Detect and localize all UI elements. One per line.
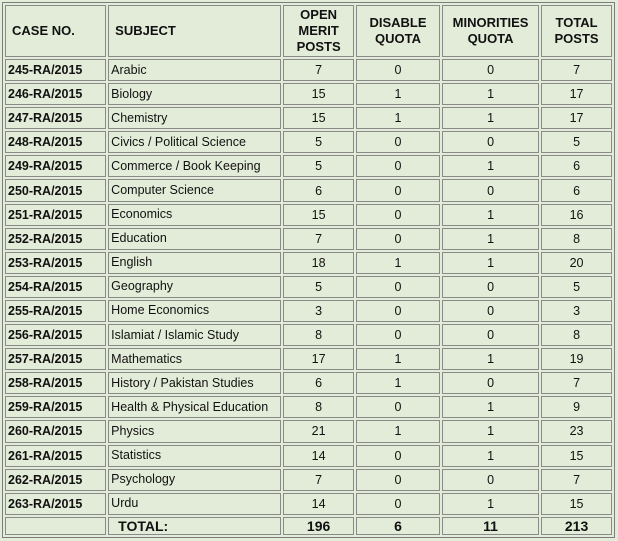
open-merit-cell: 15 — [283, 107, 354, 129]
table-row — [5, 276, 612, 298]
disable-quota-cell: 0 — [356, 469, 440, 491]
minorities-quota-cell: 0 — [442, 59, 539, 81]
minorities-quota-cell: 1 — [442, 107, 539, 129]
posts-table — [2, 2, 615, 538]
case-number-cell: 253-RA/2015 — [5, 252, 106, 274]
open-merit-cell: 18 — [283, 252, 354, 274]
disable-quota-cell: 0 — [356, 155, 440, 177]
subject-cell: Economics — [108, 204, 281, 226]
subject-cell: History / Pakistan Studies — [108, 372, 281, 394]
open-merit-cell: 7 — [283, 59, 354, 81]
case-number-cell: 248-RA/2015 — [5, 131, 106, 153]
total-label: TOTAL: — [108, 517, 281, 535]
disable-quota-cell: 0 — [356, 131, 440, 153]
minorities-quota-cell: 1 — [442, 252, 539, 274]
disable-quota-cell: 0 — [356, 324, 440, 346]
open-merit-cell: 6 — [283, 372, 354, 394]
minorities-quota-cell: 1 — [442, 493, 539, 515]
subject-cell: Statistics — [108, 445, 281, 467]
case-number-cell: 254-RA/2015 — [5, 276, 106, 298]
total-open-merit: 196 — [283, 517, 354, 535]
disable-quota-cell: 0 — [356, 396, 440, 418]
case-number-cell: 258-RA/2015 — [5, 372, 106, 394]
total-posts-cell: 17 — [541, 83, 612, 105]
subject-cell: Islamiat / Islamic Study — [108, 324, 281, 346]
total-case-cell — [5, 517, 106, 535]
table-row — [5, 469, 612, 491]
open-merit-cell: 5 — [283, 131, 354, 153]
case-number-cell: 249-RA/2015 — [5, 155, 106, 177]
header-subject: SUBJECT — [108, 5, 281, 57]
subject-cell: Health & Physical Education — [108, 396, 281, 418]
open-merit-cell: 8 — [283, 324, 354, 346]
disable-quota-cell: 1 — [356, 372, 440, 394]
subject-cell: Mathematics — [108, 348, 281, 370]
minorities-quota-cell: 0 — [442, 300, 539, 322]
table-row — [5, 179, 612, 201]
header-disable-quota: DISABLE QUOTA — [356, 5, 440, 57]
total-posts-cell: 6 — [541, 179, 612, 201]
subject-cell: Physics — [108, 420, 281, 442]
minorities-quota-cell: 1 — [442, 420, 539, 442]
total-posts-cell: 16 — [541, 204, 612, 226]
table-row — [5, 155, 612, 177]
case-number-cell: 247-RA/2015 — [5, 107, 106, 129]
case-number-cell: 256-RA/2015 — [5, 324, 106, 346]
table-row — [5, 107, 612, 129]
table-row — [5, 420, 612, 442]
minorities-quota-cell: 0 — [442, 276, 539, 298]
open-merit-cell: 15 — [283, 83, 354, 105]
table-row — [5, 228, 612, 250]
table-row — [5, 204, 612, 226]
minorities-quota-cell: 1 — [442, 396, 539, 418]
total-posts-cell: 15 — [541, 493, 612, 515]
disable-quota-cell: 1 — [356, 107, 440, 129]
case-number-cell: 250-RA/2015 — [5, 179, 106, 201]
open-merit-cell: 21 — [283, 420, 354, 442]
subject-cell: Computer Science — [108, 179, 281, 201]
table-row — [5, 300, 612, 322]
table-row — [5, 131, 612, 153]
case-number-cell: 251-RA/2015 — [5, 204, 106, 226]
minorities-quota-cell: 1 — [442, 204, 539, 226]
open-merit-cell: 17 — [283, 348, 354, 370]
table-row — [5, 372, 612, 394]
open-merit-cell: 8 — [283, 396, 354, 418]
open-merit-cell: 6 — [283, 179, 354, 201]
header-total-posts: TOTAL POSTS — [541, 5, 612, 57]
open-merit-cell: 15 — [283, 204, 354, 226]
total-posts-cell: 17 — [541, 107, 612, 129]
minorities-quota-cell: 1 — [442, 445, 539, 467]
case-number-cell: 263-RA/2015 — [5, 493, 106, 515]
minorities-quota-cell: 0 — [442, 372, 539, 394]
disable-quota-cell: 0 — [356, 228, 440, 250]
subject-cell: Civics / Political Science — [108, 131, 281, 153]
disable-quota-cell: 1 — [356, 420, 440, 442]
case-number-cell: 252-RA/2015 — [5, 228, 106, 250]
subject-cell: Arabic — [108, 59, 281, 81]
total-posts-cell: 5 — [541, 276, 612, 298]
case-number-cell: 262-RA/2015 — [5, 469, 106, 491]
disable-quota-cell: 0 — [356, 493, 440, 515]
open-merit-cell: 14 — [283, 445, 354, 467]
header-case-no: CASE NO. — [5, 5, 106, 57]
disable-quota-cell: 0 — [356, 276, 440, 298]
minorities-quota-cell: 1 — [442, 228, 539, 250]
disable-quota-cell: 1 — [356, 83, 440, 105]
table-row — [5, 83, 612, 105]
case-number-cell: 257-RA/2015 — [5, 348, 106, 370]
total-posts-cell: 7 — [541, 59, 612, 81]
total-posts-cell: 8 — [541, 228, 612, 250]
disable-quota-cell: 0 — [356, 179, 440, 201]
disable-quota-cell: 0 — [356, 300, 440, 322]
total-posts-cell: 15 — [541, 445, 612, 467]
disable-quota-cell: 1 — [356, 252, 440, 274]
minorities-quota-cell: 0 — [442, 324, 539, 346]
minorities-quota-cell: 1 — [442, 348, 539, 370]
subject-cell: Geography — [108, 276, 281, 298]
disable-quota-cell: 0 — [356, 59, 440, 81]
table-row — [5, 348, 612, 370]
open-merit-cell: 5 — [283, 276, 354, 298]
case-number-cell: 261-RA/2015 — [5, 445, 106, 467]
open-merit-cell: 7 — [283, 469, 354, 491]
subject-cell: Home Economics — [108, 300, 281, 322]
subject-cell: Chemistry — [108, 107, 281, 129]
subject-cell: Commerce / Book Keeping — [108, 155, 281, 177]
disable-quota-cell: 1 — [356, 348, 440, 370]
case-number-cell: 246-RA/2015 — [5, 83, 106, 105]
subject-cell: Biology — [108, 83, 281, 105]
total-posts-cell: 7 — [541, 372, 612, 394]
subject-cell: Psychology — [108, 469, 281, 491]
minorities-quota-cell: 1 — [442, 155, 539, 177]
total-posts-cell: 3 — [541, 300, 612, 322]
total-minorities: 11 — [442, 517, 539, 535]
open-merit-cell: 3 — [283, 300, 354, 322]
header-open-merit-posts: OPEN MERIT POSTS — [283, 5, 354, 57]
total-disable: 6 — [356, 517, 440, 535]
subject-cell: Education — [108, 228, 281, 250]
total-posts-cell: 7 — [541, 469, 612, 491]
total-posts-cell: 20 — [541, 252, 612, 274]
minorities-quota-cell: 0 — [442, 469, 539, 491]
total-posts-cell: 19 — [541, 348, 612, 370]
table-row — [5, 445, 612, 467]
total-row — [5, 517, 612, 535]
case-number-cell: 259-RA/2015 — [5, 396, 106, 418]
open-merit-cell: 14 — [283, 493, 354, 515]
case-number-cell: 255-RA/2015 — [5, 300, 106, 322]
table-row — [5, 252, 612, 274]
case-number-cell: 245-RA/2015 — [5, 59, 106, 81]
header-row — [5, 5, 612, 57]
total-posts-cell: 6 — [541, 155, 612, 177]
minorities-quota-cell: 1 — [442, 83, 539, 105]
header-minorities-quota: MINORITIES QUOTA — [442, 5, 539, 57]
table-row — [5, 493, 612, 515]
total-posts-cell: 23 — [541, 420, 612, 442]
total-posts-cell: 5 — [541, 131, 612, 153]
total-posts-cell: 8 — [541, 324, 612, 346]
subject-cell: English — [108, 252, 281, 274]
open-merit-cell: 7 — [283, 228, 354, 250]
table-row — [5, 396, 612, 418]
subject-cell: Urdu — [108, 493, 281, 515]
total-posts: 213 — [541, 517, 612, 535]
disable-quota-cell: 0 — [356, 204, 440, 226]
case-number-cell: 260-RA/2015 — [5, 420, 106, 442]
table-row — [5, 59, 612, 81]
minorities-quota-cell: 0 — [442, 179, 539, 201]
open-merit-cell: 5 — [283, 155, 354, 177]
total-posts-cell: 9 — [541, 396, 612, 418]
table-row — [5, 324, 612, 346]
disable-quota-cell: 0 — [356, 445, 440, 467]
minorities-quota-cell: 0 — [442, 131, 539, 153]
